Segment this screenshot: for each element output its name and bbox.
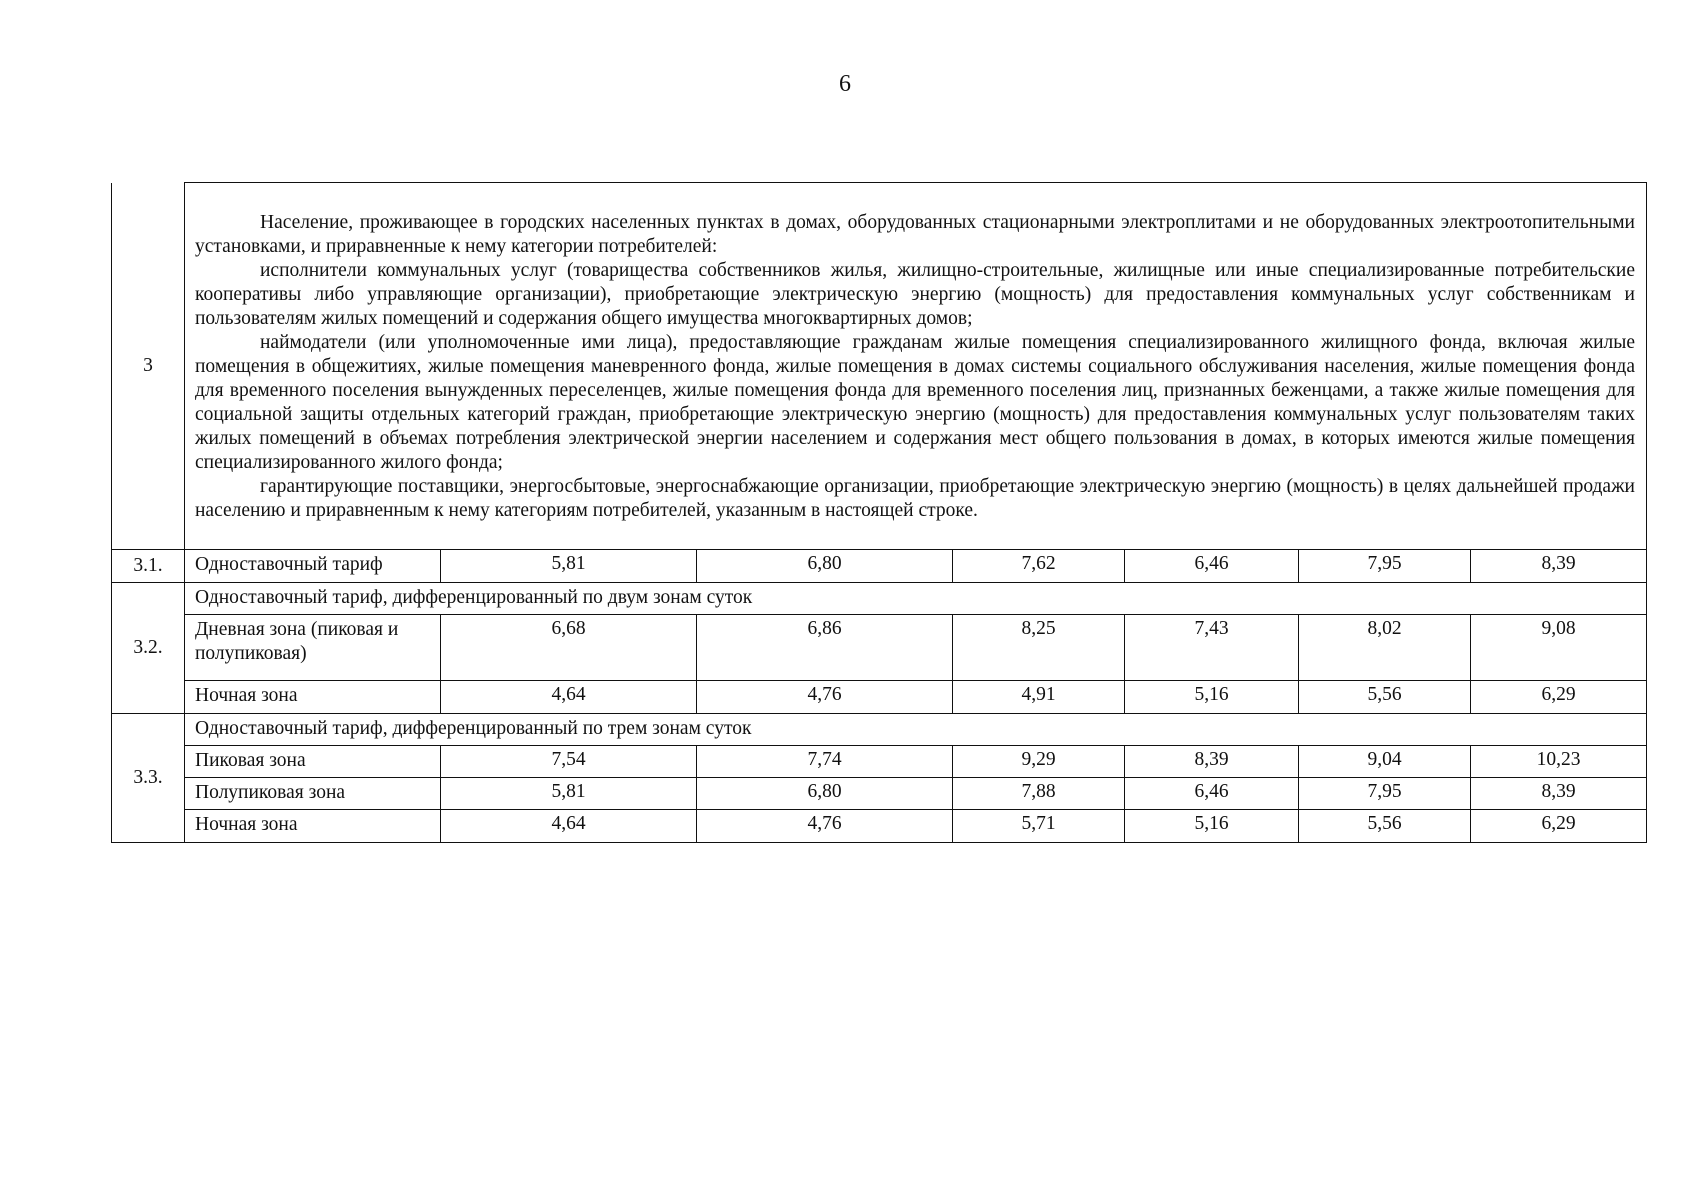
row-number: 3.2. [112,583,185,714]
tariff-value: 9,08 [1471,615,1647,681]
tariff-value: 6,80 [697,550,953,583]
tariff-value: 7,74 [697,746,953,778]
tariff-value: 9,04 [1299,746,1471,778]
table-row-3-2-day [112,615,1647,681]
tariff-value: 5,81 [441,778,697,810]
section-3-row [112,183,1647,550]
row-number: 3.3. [112,714,185,843]
tariff-value: 7,88 [953,778,1125,810]
row-number: 3.1. [112,550,185,583]
tariff-value: 8,02 [1299,615,1471,681]
tariff-value: 5,71 [953,810,1125,843]
tariff-group-header: Одноставочный тариф, дифференцированный по трем зонам суток [185,714,1647,746]
tariff-value: 6,29 [1471,681,1647,714]
tariff-label: Ночная зона [185,810,441,843]
tariff-table [111,182,1647,843]
table-row-3-3-peak [112,746,1647,778]
tariff-value: 5,81 [441,550,697,583]
table-row-3-3-halfpeak [112,778,1647,810]
section-3-description [185,183,1647,550]
table-row-3-3-header [112,714,1647,746]
tariff-value: 4,76 [697,681,953,714]
description-paragraph: Население, проживающее в городских населенных пунктах в домах, оборудованных стационарными электроплитами и не оборудованных электроотопительными установками, и приравненные к нему категории потребителей: [195,212,1635,257]
tariff-group-header: Одноставочный тариф, дифференцированный по двум зонам суток [185,583,1647,615]
page-number: 6 [839,71,851,97]
description-paragraph: наймодатели (или уполномоченные ими лица), предоставляющие гражданам жилые помещения специализированного жилищного фонда, включая жилые помещения в общежитиях, жилые помещения маневренного фонда, жилые помещения в домах системы социального обслуживания населения, жилые помещения фонда для временного поселения вынужденных переселенцев, жилые помещения фонда для временного поселения лиц, признанных беженцами, а также жилые помещения для социальной защиты отдельных категорий граждан, приобретающие электрическую энергию (мощность) для предоставления коммунальных услуг пользователям таких жилых помещений в объемах потребления электрической энергии населением и содержания мест общего пользования в домах, в которых имеются жилые помещения специализированного жилого фонда; [195,332,1635,473]
table-row-3-2-night [112,681,1647,714]
tariff-label: Одноставочный тариф [185,550,441,583]
row-number: 3 [112,183,185,550]
tariff-value: 8,39 [1471,778,1647,810]
tariff-value: 10,23 [1471,746,1647,778]
description-paragraph: исполнители коммунальных услуг (товарищества собственников жилья, жилищно-строительные, жилищные или иные специализированные потребительские кооперативы либо управляющие организации), приобретающие электрическую энергию (мощность) для предоставления коммунальных услуг собственникам и пользователям жилых помещений и содержания общего имущества многоквартирных домов; [195,260,1635,329]
tariff-value: 7,95 [1299,550,1471,583]
tariff-label: Дневная зона (пиковая и полупиковая) [185,615,441,681]
tariff-label: Пиковая зона [185,746,441,778]
tariff-value: 5,56 [1299,810,1471,843]
tariff-label: Полупиковая зона [185,778,441,810]
tariff-value: 9,29 [953,746,1125,778]
table-row-3-3-night [112,810,1647,843]
tariff-value: 7,43 [1125,615,1299,681]
tariff-value: 7,62 [953,550,1125,583]
tariff-value: 6,46 [1125,778,1299,810]
tariff-value: 4,64 [441,810,697,843]
tariff-value: 7,95 [1299,778,1471,810]
tariff-value: 5,56 [1299,681,1471,714]
tariff-value: 4,91 [953,681,1125,714]
tariff-value: 6,68 [441,615,697,681]
tariff-value: 6,29 [1471,810,1647,843]
tariff-label: Ночная зона [185,681,441,714]
tariff-value: 6,86 [697,615,953,681]
tariff-value: 8,25 [953,615,1125,681]
table-row-3-1 [112,550,1647,583]
tariff-value: 6,46 [1125,550,1299,583]
tariff-value: 8,39 [1125,746,1299,778]
tariff-value: 8,39 [1471,550,1647,583]
tariff-value: 7,54 [441,746,697,778]
tariff-value: 6,80 [697,778,953,810]
tariff-value: 5,16 [1125,810,1299,843]
tariff-value: 5,16 [1125,681,1299,714]
tariff-value: 4,64 [441,681,697,714]
description-paragraph: гарантирующие поставщики, энергосбытовые, энергоснабжающие организации, приобретающие электрическую энергию (мощность) в целях дальнейшей продажи населению и приравненным к нему категориям потребителей, указанным в настоящей строке. [195,476,1635,521]
tariff-value: 4,76 [697,810,953,843]
table-row-3-2-header [112,583,1647,615]
